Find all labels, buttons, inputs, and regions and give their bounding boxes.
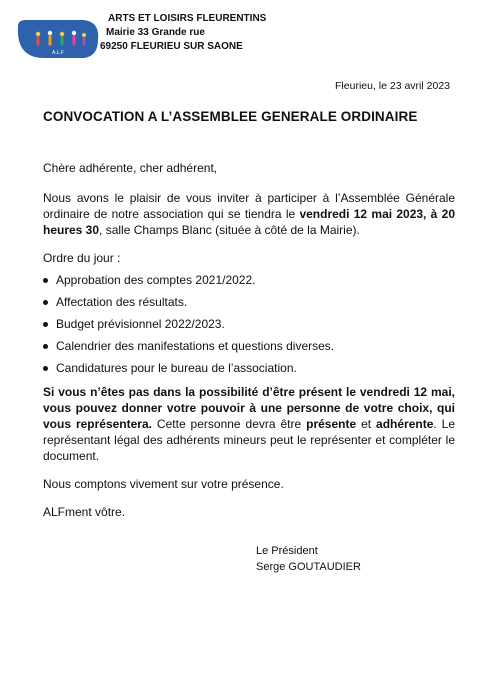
meeting-datetime: vendredi 12 mai 2023, à 20 heures 30 [43, 207, 455, 237]
letter-body [43, 160, 455, 520]
greeting: Chère adhérente, cher adhérent, [43, 161, 218, 175]
agenda-item: Budget prévisionnel 2022/2023. [43, 316, 455, 338]
agenda-label: Ordre du jour : [43, 251, 121, 265]
signature-block [256, 543, 361, 575]
signature-name: Serge GOUTAUDIER [256, 561, 361, 573]
logo-text: A.L.F [52, 50, 64, 56]
proxy-paragraph: Si vous n’êtes pas dans la possibilité d’être présent le vendredi 12 mai, vous pouvez donner votre pouvoir à une personne de votre choix, qui vous représentera. Cette personne devra être présente et adhérente. Le représentant légal des adhérents mineurs peut le représenter et compléter le document. [43, 385, 456, 463]
agenda-item: Affectation des résultats. [43, 294, 455, 316]
agenda-item: Candidatures pour le bureau de l’association. [43, 360, 455, 382]
closing-line: ALFment vôtre. [43, 505, 126, 519]
agenda-item: Calendrier des manifestations et questions diverses. [43, 338, 455, 360]
bullet-icon [43, 344, 48, 349]
bullet-icon [43, 300, 48, 305]
document-title: CONVOCATION A L’ASSEMBLEE GENERALE ORDINAIRE [43, 109, 418, 124]
address-line-2: 69250 FLEURIEU SUR SAONE [100, 41, 243, 52]
document-date: Fleurieu, le 23 avril 2023 [335, 80, 450, 92]
bullet-icon [43, 278, 48, 283]
agenda-item: Approbation des comptes 2021/2022. [43, 272, 455, 294]
signature-role: Le Président [256, 545, 318, 557]
invitation-paragraph: Nous avons le plaisir de vous inviter à participer à l’Assemblée Générale ordinaire de notre association qui se tiendra le vendredi 12 mai 2023, à 20 heures 30, salle Champs Blanc (située à côté de la Mairie). [43, 191, 455, 237]
header-address [100, 12, 266, 54]
address-line-1: Mairie 33 Grande rue [106, 27, 205, 38]
alf-logo [14, 16, 100, 60]
agenda-list [43, 272, 455, 382]
bullet-icon [43, 366, 48, 371]
org-name: ARTS ET LOISIRS FLEURENTINS [108, 13, 267, 24]
presence-paragraph: Nous comptons vivement sur votre présence. [43, 477, 284, 491]
bullet-icon [43, 322, 48, 327]
